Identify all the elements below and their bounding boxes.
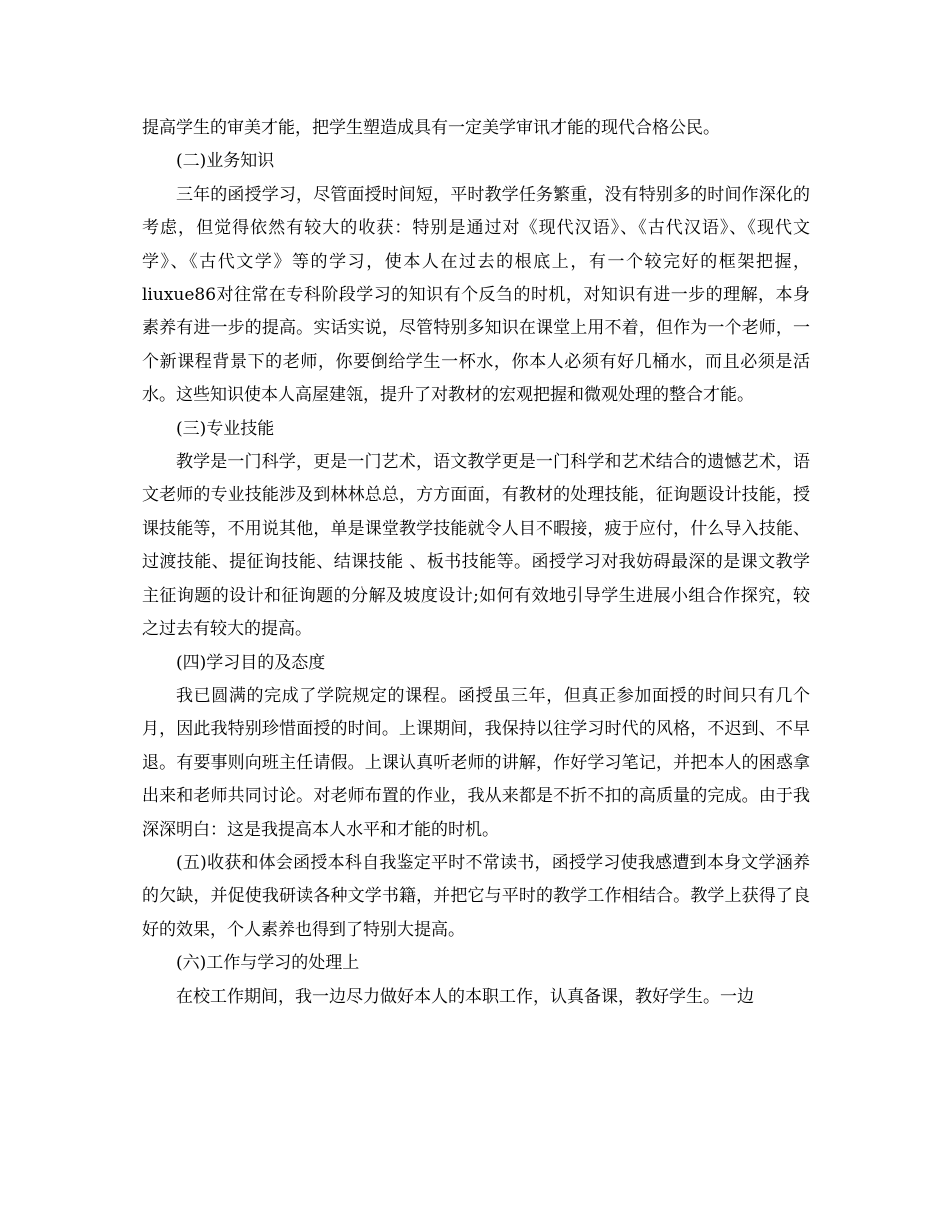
paragraph-business-knowledge: 三年的函授学习，尽管面授时间短，平时教学任务繁重，没有特别多的时间作深化的考虑，但觉得依然有较大的收获：特别是通过对《现代汉语》、《古代汉语》、《现代文学》、《古代文学》等的学习，使本人在过去的根底上，有一个较完好的框架把握，liuxue86对往常在专科阶段学习的知识有个反刍的时机，对知识有进一步的理解，本身素养有进一步的提高。实话实说，尽管特别多知识在课堂上用不着，但作为一个老师，一个新课程背景下的老师，你要倒给学生一杯水，你本人必须有好几桶水，而且必须是活水。这些知识使本人高屋建瓴，提升了对教材的宏观把握和微观处理的整合才能。 [142, 184, 810, 406]
section-heading-learning-goals: (四)学习目的及态度 [176, 652, 326, 673]
paragraph-learning-goals: 我已圆满的完成了学院规定的课程。函授虽三年，但真正参加面授的时间只有几个月，因此我特别珍惜面授的时间。上课期间，我保持以往学习时代的风格，不迟到、不早退。有要事则向班主任请假。上课认真听老师的讲解，作好学习笔记，并把本人的困惑拿出来和老师共同讨论。对老师布置的作业，我从来都是不折不扣的高质量的完成。由于我深深明白：这是我提高本人水平和才能的时机。 [142, 685, 810, 840]
section-heading-professional-skills: (三)专业技能 [176, 418, 275, 439]
paragraph-work-and-study: 在校工作期间，我一边尽力做好本人的本职工作，认真备课，教好学生。一边 [176, 986, 754, 1007]
paragraph-aesthetic-conclusion: 提高学生的审美才能，把学生塑造成具有一定美学审讯才能的现代合格公民。 [142, 118, 720, 138]
paragraph-gains-and-experience: (五)收获和体会函授本科自我鉴定平时不常读书，函授学习使我感遭到本身文学涵养的欠缺，并促使我研读各种文学书籍，并把它与平时的教学工作相结合。教学上获得了良好的效果，个人素养也得到了特别大提高。 [142, 852, 810, 940]
section-heading-business-knowledge: (二)业务知识 [176, 151, 275, 172]
paragraph-professional-skills: 教学是一门科学，更是一门艺术，语文教学更是一门科学和艺术结合的遗憾艺术，语文老师的专业技能涉及到林林总总，方方面面，有教材的处理技能，征询题设计技能，授课技能等，不用说其他，单是课堂教学技能就令人目不暇接，疲于应付，什么导入技能、过渡技能、提征询技能、结课技能 、板书技能等。函授学习对我妨碍最深的是课文教学主征询题的设计和征询题的分解及坡度设计;如何有效地引导学生进展小组合作探究，较之过去有较大的提高。 [142, 452, 810, 640]
section-heading-work-and-study: (六)工作与学习的处理上 [176, 953, 360, 974]
document-page [142, 112, 810, 1014]
